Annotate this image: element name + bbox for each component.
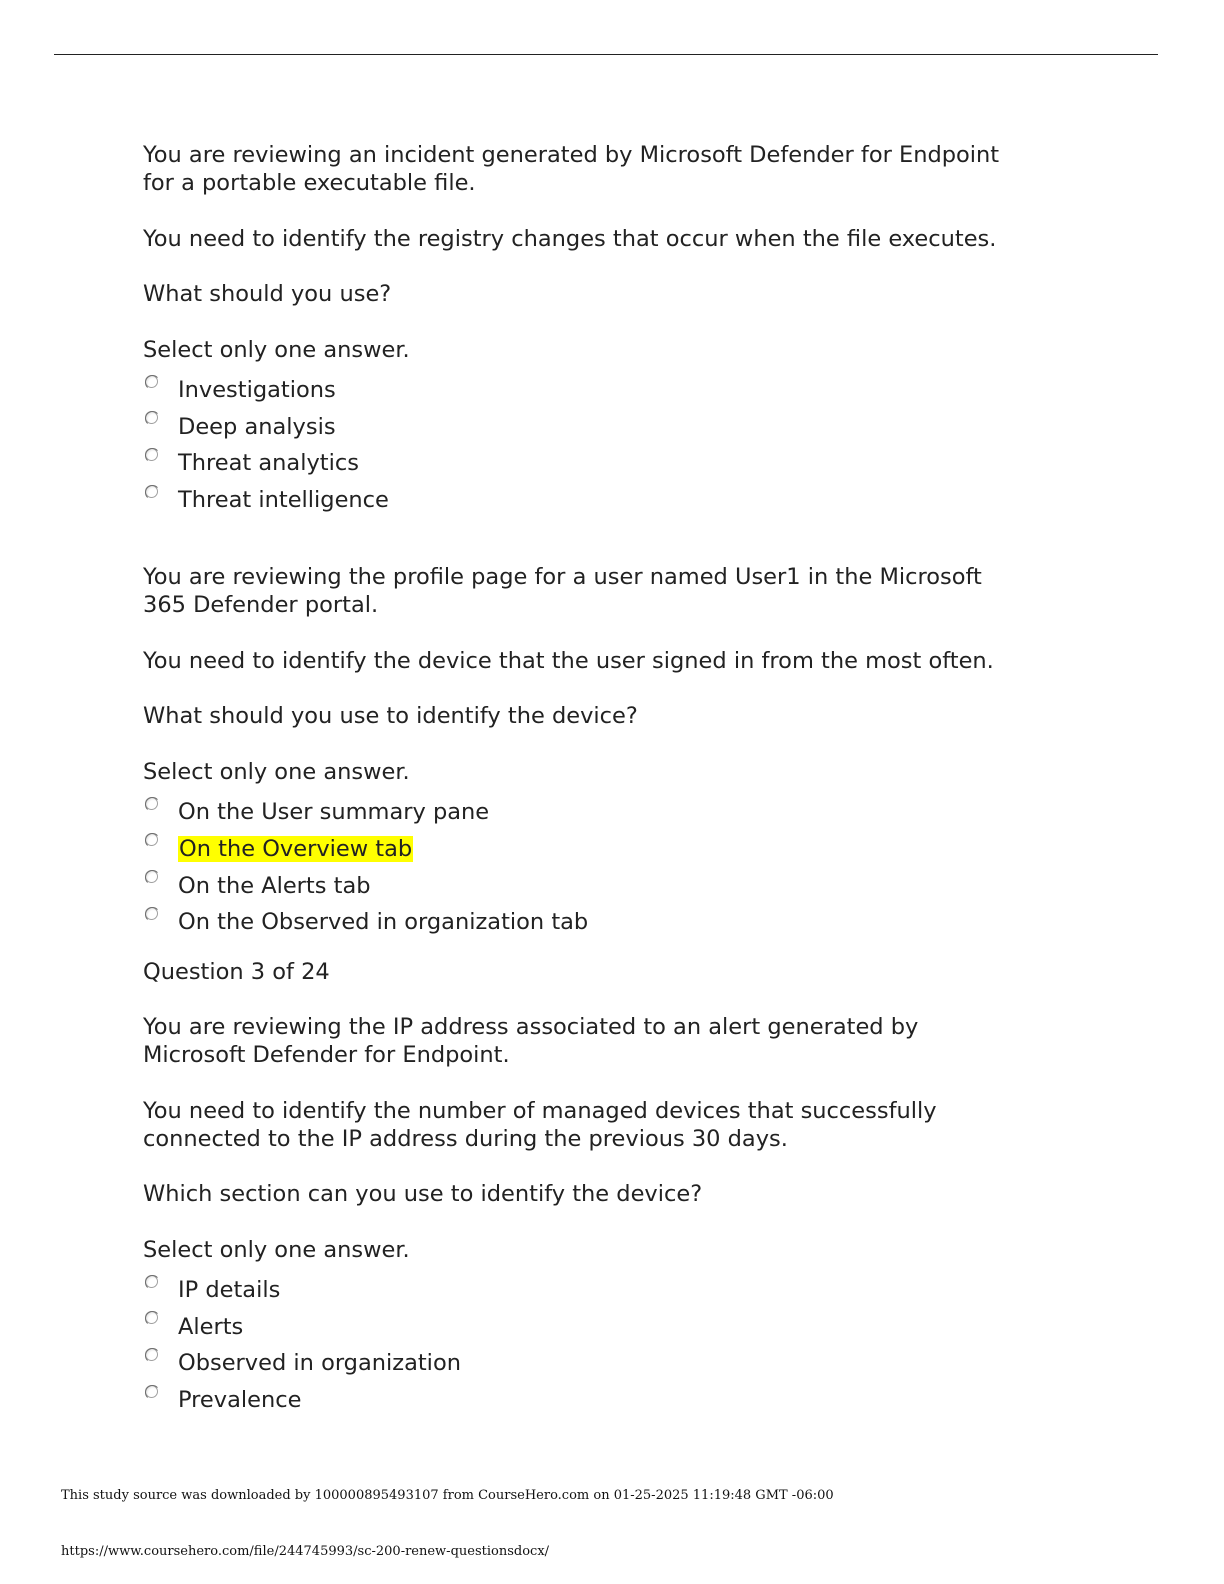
answer-option[interactable]	[143, 1308, 1083, 1345]
answer-option[interactable]	[143, 372, 1083, 409]
radio-button-icon[interactable]	[145, 411, 158, 424]
document-body	[143, 141, 1083, 1418]
radio-button-icon[interactable]	[145, 907, 158, 920]
answer-option-label: Investigations	[178, 377, 336, 403]
question-stem: You need to identify the registry changes that occur when the file executes.	[143, 225, 997, 252]
answer-option[interactable]	[143, 408, 1083, 445]
answer-option[interactable]	[143, 445, 1083, 482]
radio-button-icon[interactable]	[145, 1311, 158, 1324]
answer-option-label: Prevalence	[178, 1387, 302, 1414]
answer-option-label: IP details	[178, 1277, 281, 1303]
answer-option-label: On the Observed in organization tab	[178, 909, 589, 936]
answer-option[interactable]	[143, 482, 1083, 519]
answer-options	[143, 1272, 1083, 1419]
answer-option-label: Threat analytics	[178, 450, 359, 477]
radio-button-icon[interactable]	[145, 1385, 158, 1398]
answer-option[interactable]	[143, 1272, 1083, 1309]
question-spacer	[143, 518, 1083, 563]
answer-option[interactable]	[143, 794, 1083, 831]
answer-option-label: On the User summary pane	[178, 799, 490, 826]
question-stem: You need to identify the device that the user signed in from the most often.	[143, 647, 994, 674]
question-prompt: What should you use to identify the device?	[143, 703, 638, 730]
radio-button-icon[interactable]	[145, 1275, 158, 1288]
question-1	[143, 141, 1083, 518]
answer-option[interactable]	[143, 1345, 1083, 1382]
radio-button-icon[interactable]	[145, 375, 158, 388]
question-stem: You need to identify the number of managed devices that successfully connected to the IP address during the previous 30 days.	[143, 1097, 937, 1152]
radio-button-icon[interactable]	[145, 870, 158, 883]
question-2	[143, 563, 1083, 940]
answer-instruction: Select only one answer.	[143, 336, 410, 363]
top-rule	[54, 54, 1158, 55]
radio-button-icon[interactable]	[145, 485, 158, 498]
answer-option-label: On the Alerts tab	[178, 872, 371, 899]
question-spacer	[143, 941, 1083, 958]
answer-instruction: Select only one answer.	[143, 758, 410, 785]
answer-option[interactable]	[143, 1382, 1083, 1419]
question-stem: You are reviewing an incident generated by Microsoft Defender for Endpoint for a portable executable file.	[143, 142, 1000, 196]
question-prompt: What should you use?	[143, 281, 392, 307]
question-stem: You are reviewing the profile page for a user named User1 in the Microsoft 365 Defender portal.	[143, 564, 982, 619]
question-3	[143, 958, 1083, 1419]
answer-option-label: Observed in organization	[178, 1350, 461, 1377]
answer-option-label: Threat intelligence	[178, 487, 389, 514]
answer-option-label: On the Overview tab	[179, 835, 413, 862]
answer-option-highlighted[interactable]	[143, 830, 1083, 867]
question-header: Question 3 of 24	[143, 958, 330, 985]
radio-button-icon[interactable]	[145, 833, 158, 846]
answer-options	[143, 372, 1083, 519]
radio-button-icon[interactable]	[145, 1348, 158, 1361]
answer-option[interactable]	[143, 904, 1083, 941]
answer-option[interactable]	[143, 867, 1083, 904]
answer-options	[143, 794, 1083, 941]
question-stem: You are reviewing the IP address associated to an alert generated by Microsoft Defender for Endpoint.	[143, 1014, 919, 1068]
answer-option-label: Alerts	[178, 1313, 244, 1340]
question-prompt: Which section can you use to identify the device?	[143, 1181, 703, 1207]
radio-button-icon[interactable]	[145, 448, 158, 461]
answer-instruction: Select only one answer.	[143, 1236, 410, 1263]
answer-option-label: Deep analysis	[178, 413, 336, 440]
source-url[interactable]: https://www.coursehero.com/file/244745993/sc-200-renew-questionsdocx/	[61, 1544, 550, 1559]
download-source-notice: This study source was downloaded by 100000895493107 from CourseHero.com on 01-25-2025 11:19:48 GMT -06:00	[61, 1488, 834, 1503]
radio-button-icon[interactable]	[145, 797, 158, 810]
